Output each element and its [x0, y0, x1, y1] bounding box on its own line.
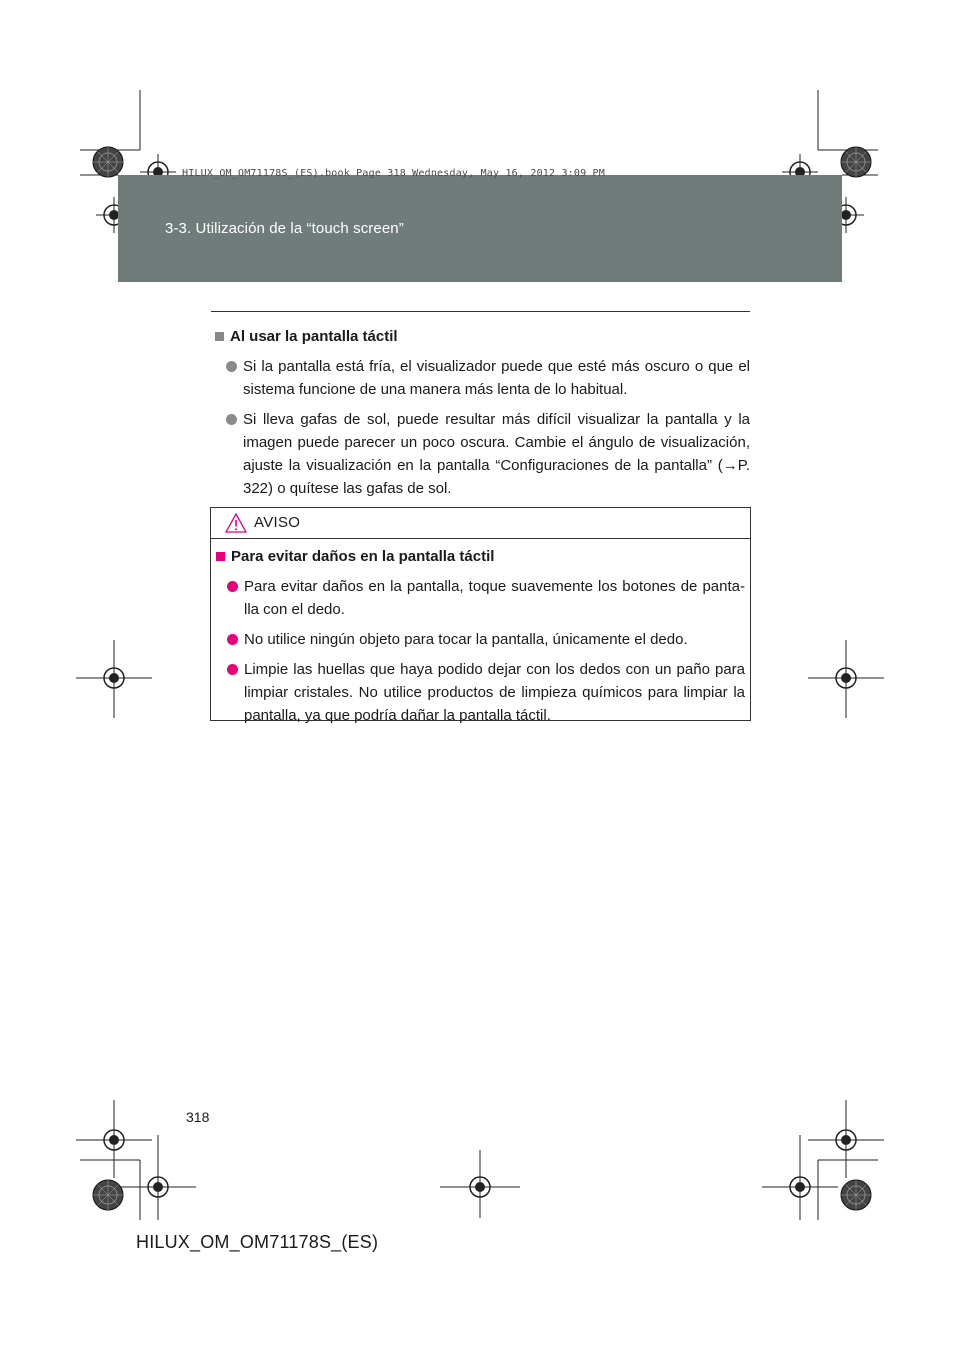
list-item-text: Si lleva gafas de sol, puede resultar más difícil visualizar la pantalla y la imagen puede parecer un poco oscura. Cambie el ángulo de visualización, ajuste la visualización en la pantalla “Configuraciones de la pantalla” (→P. 322) o quítese las gafas de sol. [243, 411, 750, 497]
list-item-text: No utilice ningún objeto para tocar la pantalla, únicamente el dedo. [244, 631, 688, 648]
list-item [214, 355, 750, 401]
square-bullet-icon [215, 332, 224, 341]
warning-heading [215, 548, 745, 565]
info-heading [214, 328, 750, 345]
square-bullet-icon [216, 552, 225, 561]
round-bullet-icon [226, 414, 237, 425]
section-header-band [118, 175, 842, 282]
warning-box [210, 507, 751, 724]
list-item-text: Para evitar daños en la pantalla, toque suavemente los botones de pantalla con el dedo. [244, 578, 745, 618]
round-bullet-icon [227, 581, 238, 592]
page-number: 318 [186, 1109, 210, 1125]
warning-header [211, 508, 750, 539]
section-title: 3-3. Utilización de la “touch screen” [165, 220, 404, 237]
top-rule [211, 311, 750, 312]
list-item [214, 408, 750, 500]
warning-title: AVISO [254, 514, 301, 531]
document-id: HILUX_OM_OM71178S_(ES) [136, 1232, 379, 1252]
warning-body [215, 548, 745, 727]
list-item [215, 658, 745, 727]
info-section [214, 328, 750, 500]
round-bullet-icon [226, 361, 237, 372]
list-item [215, 575, 745, 621]
info-heading-text: Al usar la pantalla táctil [230, 328, 398, 345]
warning-triangle-icon [225, 513, 247, 533]
round-bullet-icon [227, 634, 238, 645]
list-item-text: Si la pantalla está fría, el visualizador puede que esté más oscuro o que el sistema funcione de una manera más lenta de lo habitual. [243, 358, 750, 398]
list-item [215, 628, 745, 651]
list-item-text: Limpie las huellas que haya podido dejar con los dedos con un paño para limpiar cristales. No utilice productos de limpieza químicos para limpiar la pantalla, ya que podría dañar la pantalla táctil. [244, 661, 745, 724]
book-file-line: HILUX_OM_OM71178S_(ES).book Page 318 Wednesday, May 16, 2012 3:09 PM [182, 168, 605, 179]
warning-heading-text: Para evitar daños en la pantalla táctil [231, 548, 495, 565]
round-bullet-icon [227, 664, 238, 675]
